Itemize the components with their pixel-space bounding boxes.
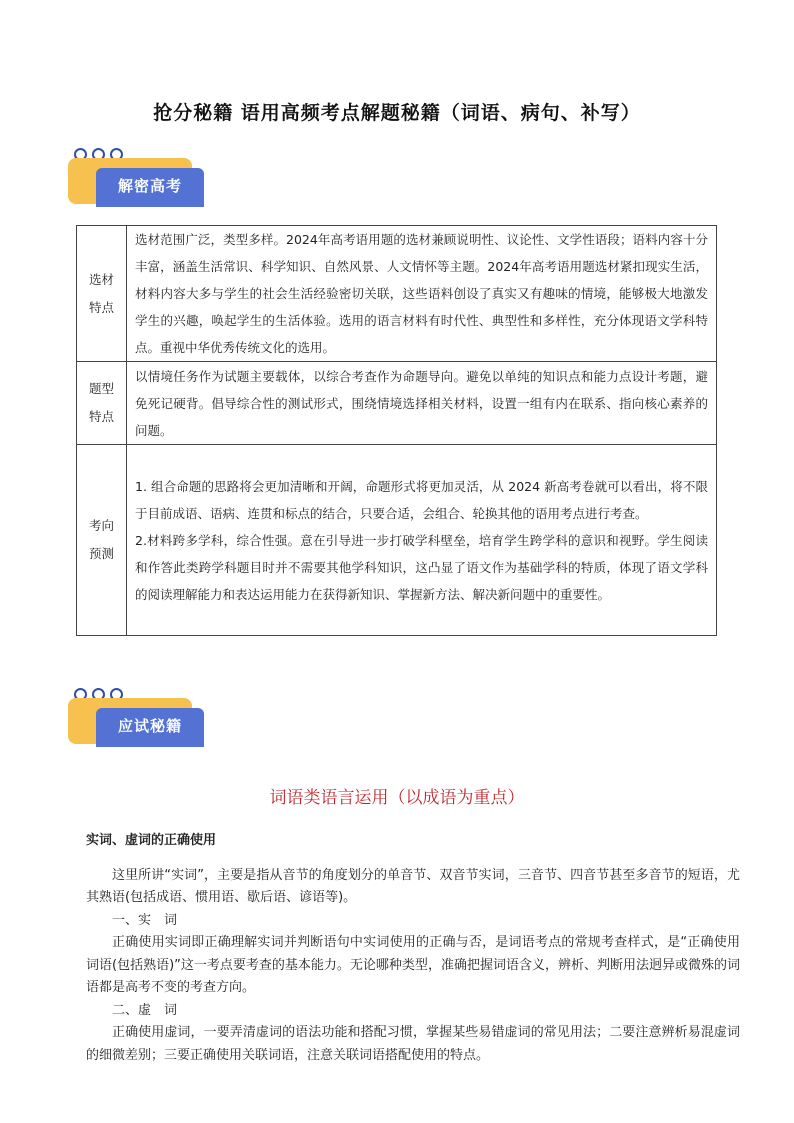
row-label: 考向 预测 xyxy=(77,445,127,636)
exam-analysis-table xyxy=(76,225,717,636)
body-content xyxy=(86,830,740,1067)
part2-paragraph: 正确使用虚词，一要弄清虚词的语法功能和搭配习惯，掌握某些易错虚词的常见用法；二要注意辨析易混虚词的细微差别；三要正确使用关联词语，注意关联词语搭配使用的特点。 xyxy=(86,1025,740,1063)
row-label: 选材 特点 xyxy=(77,226,127,362)
section-title: 词语类语言运用（以成语为重点） xyxy=(269,788,525,808)
badge-label: 应试秘籍 xyxy=(96,708,204,744)
part1-heading: 一、实 词 xyxy=(112,912,178,928)
table-row xyxy=(77,362,717,445)
row-content: 1. 组合命题的思路将会更加清晰和开阔，命题形式将更加灵活，从 2024 新高考卷就可以看出，将不限于目前成语、语病、连贯和标点的结合，只要合适，会组合、轮换其他的语用考点进行考查。 2.材料跨多学科，综合性强。意在引导进一步打破学科壁垒，培育学生跨学科的意识和视野。学生阅读和作答此类跨学科题目时并不需要其他学科知识，这凸显了语文作为基础学科的特质，体现了语文学科的阅读理解能力和表达运用能力在获得新知识、掌握新方法、解决新问题中的重要性。 xyxy=(127,445,717,636)
table-row xyxy=(77,445,717,636)
row-content: 选材范围广泛，类型多样。2024年高考语用题的选材兼顾说明性、议论性、文学性语段；语料内容十分丰富，涵盖生活常识、科学知识、自然风景、人文情怀等主题。2024年高考语用题选材紧扣现实生活，材料内容大多与学生的社会生活经验密切关联，这些语料创设了真实又有趣味的情境，能够极大地激发学生的兴趣，唤起学生的生活体验。选用的语言材料有时代性、典型性和多样性，充分体现语文学科特点。重视中华优秀传统文化的选用。 xyxy=(127,226,717,362)
badge-label: 解密高考 xyxy=(96,168,204,204)
part2-heading: 二、虚 词 xyxy=(112,1002,178,1018)
section-badge-decode xyxy=(68,148,208,212)
page-title: 抢分秘籍 语用高频考点解题秘籍（词语、病句、补写） xyxy=(153,102,641,124)
subheading: 实词、虚词的正确使用 xyxy=(86,833,217,848)
table-row xyxy=(77,226,717,362)
row-content: 以情境任务作为试题主要载体，以综合考查作为命题导向。避免以单纯的知识点和能力点设计考题，避免死记硬背。倡导综合性的测试形式，围绕情境选择相关材料，设置一组有内在联系、指向核心素养的问题。 xyxy=(127,362,717,445)
row-label: 题型 特点 xyxy=(77,362,127,445)
section-badge-strategy xyxy=(68,688,208,752)
intro-paragraph: 这里所讲“实词”，主要是指从音节的角度划分的单音节、双音节实词，三音节、四音节甚至多音节的短语，尤其熟语(包括成语、惯用语、歇后语、谚语等)。 xyxy=(86,867,740,905)
part1-paragraph: 正确使用实词即正确理解实词并判断语句中实词使用的正确与否，是词语考点的常规考查样式，是“正确使用词语(包括熟语)”这一考点要考查的基本能力。无论哪种类型，准确把握词语含义，辨析、判断用法迥异或微殊的词语都是高考不变的考查方向。 xyxy=(86,935,740,995)
